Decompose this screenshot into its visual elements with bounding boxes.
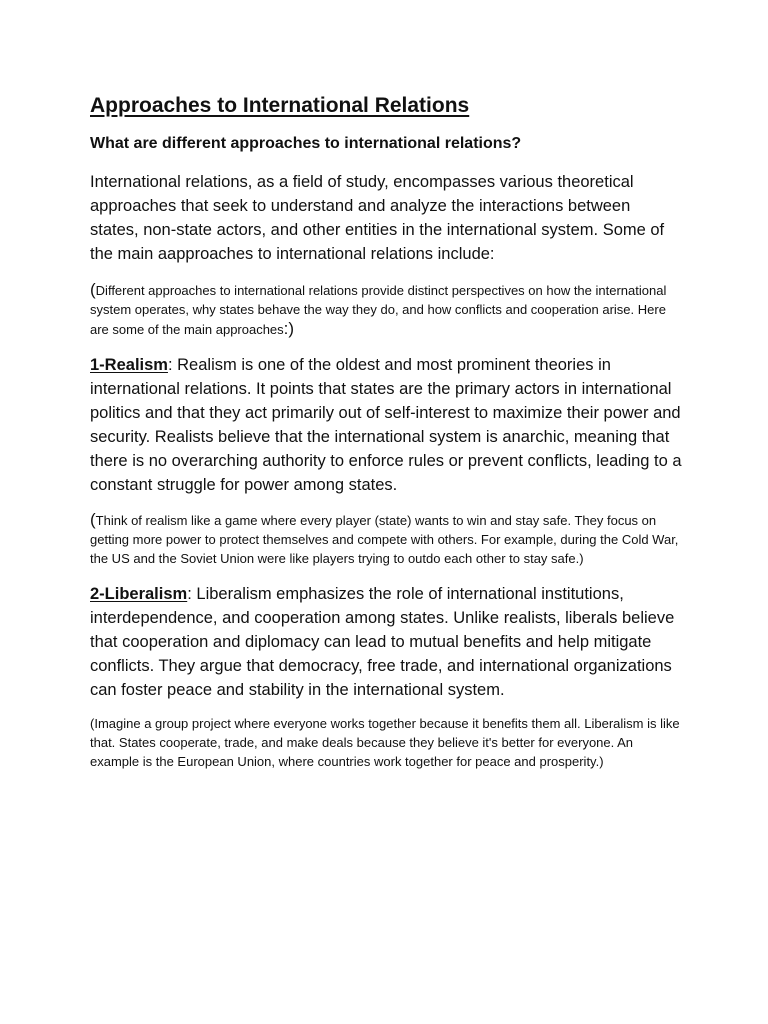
intro-note bbox=[90, 280, 682, 339]
intro-note-open-paren: ( bbox=[90, 280, 96, 299]
liberalism-body: : Liberalism emphasizes the role of international institutions, interdependence, and cooperation among states. Unlike realists, liberals believe that cooperation and diplomacy can lead to mutual benefits and help mitigate conflicts. They argue that democracy, free trade, and international organizations can foster peace and stability in the international system. bbox=[90, 585, 675, 699]
document-page bbox=[90, 92, 682, 785]
realism-note bbox=[90, 510, 682, 568]
realism-note-open-paren: ( bbox=[90, 510, 96, 529]
realism-body: : Realism is one of the oldest and most prominent theories in international relations. It points that states are the primary actors in international politics and that they act primarily out of self-interest to maximize their power and security. Realists believe that the international system is anarchic, meaning that there is no overarching authority to enforce rules or prevent conflicts, leading to a constant struggle for power among states. bbox=[90, 356, 682, 494]
realism-paragraph bbox=[90, 353, 682, 497]
intro-paragraph: International relations, as a field of study, encompasses various theoretical approaches that seek to understand and analyze the interactions between states, non-state actors, and other entities in the international system. Some of the main aapproaches to international relations include: bbox=[90, 173, 665, 263]
realism-note-text: Think of realism like a game where every player (state) wants to win and stay safe. They focus on getting more power to protect themselves and compete with others. For example, during the Cold War, the US and the Soviet Union were like players trying to outdo each other to stay safe.) bbox=[90, 513, 679, 566]
realism-heading: 1-Realism bbox=[90, 356, 168, 374]
intro-note-text: Different approaches to international relations provide distinct perspectives on how the international system operates, why states behave the way they do, and how conflicts and cooperation arise. Here are some of the main approaches bbox=[90, 283, 667, 337]
liberalism-heading: 2-Liberalism bbox=[90, 585, 188, 603]
liberalism-note: (Imagine a group project where everyone works together because it benefits them all. Liberalism is like that. States cooperate, trade, and make deals because they believe it's better for everyone. An example is the European Union, where countries work together for peace and prosperity.) bbox=[90, 716, 680, 769]
document-title: Approaches to International Relations bbox=[90, 94, 470, 117]
liberalism-paragraph bbox=[90, 582, 682, 702]
question-heading: What are different approaches to international relations? bbox=[90, 135, 522, 152]
intro-note-close-paren: :) bbox=[283, 319, 295, 338]
